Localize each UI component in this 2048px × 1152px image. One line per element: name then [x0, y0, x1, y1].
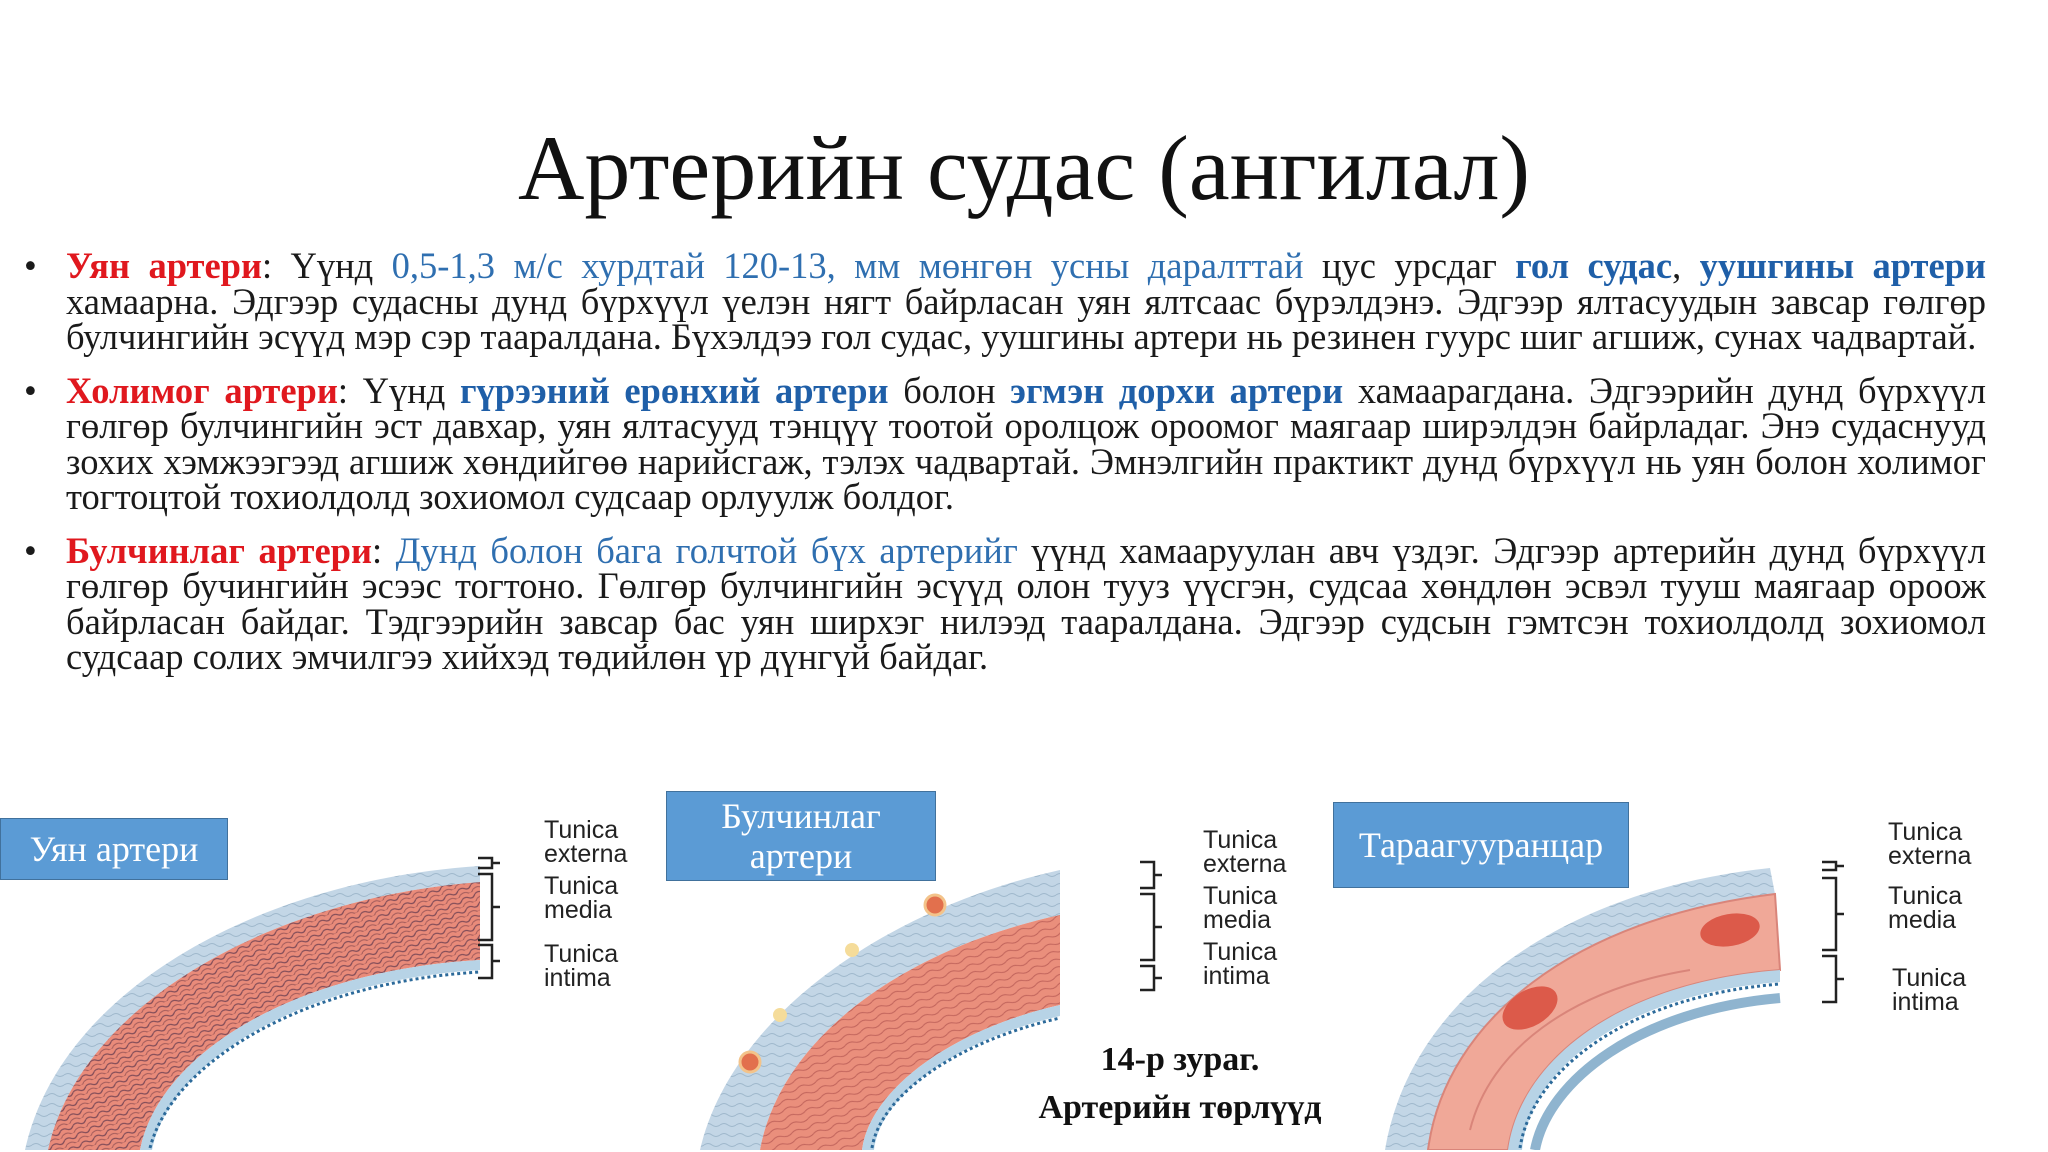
bullet-marker: • — [24, 529, 37, 571]
highlight-aorta: гол судас — [1515, 245, 1673, 286]
label-tunica-intima-1b: intima — [544, 964, 611, 992]
label-tunica-intima-3b: intima — [1892, 988, 1959, 1016]
layer-labels-panel-2 — [1140, 862, 1162, 990]
highlight-carotid: гүрээний ерөнхий артери — [459, 369, 889, 411]
text-fragment: болон — [888, 369, 1011, 411]
text-fragment: хамаарна. Эдгээр судасны дунд бүрхүүл үелэн нягт байрласан уян ялтсаас бүрэлдэнэ. Эдгээр ялтасуудын завсар гөлгөр булчингийн эсүүд мэр сэр тааралдана. Бүхэлдээ гол судас, уушгины артери нь резинен гуурс шиг агшиж, сунах чадвартай. — [66, 280, 1986, 357]
term-muscular-artery: Булчинлаг артери — [66, 529, 373, 571]
body-text — [24, 245, 1987, 693]
label-box-muscular-artery: Булчинлаг артери — [666, 791, 936, 881]
label-tunica-externa-2b: externa — [1203, 850, 1287, 878]
label-tunica-intima-2b: intima — [1203, 962, 1270, 990]
paragraph-mixed-artery — [24, 369, 1987, 517]
label-tunica-media-1a: Tunica — [544, 872, 619, 900]
term-mixed-artery: Холимог артери — [66, 369, 338, 411]
label-tunica-intima-3a: Tunica — [1892, 964, 1967, 992]
label-tunica-externa-1b: externa — [544, 840, 628, 868]
caption-title: Артерийн төрлүүд — [1038, 1089, 1322, 1126]
highlight-subclavian: эгмэн дорхи артери — [1010, 369, 1344, 411]
label-tunica-media-2a: Tunica — [1203, 882, 1278, 910]
text-fragment: : Үүнд — [337, 369, 460, 411]
text-fragment: цус урсдаг — [1303, 245, 1516, 286]
text-fragment: хамаарагдана. Эдгээрийн дунд бүрхүүл гөлгөр булчингийн эст давхар, уян ялтасууд тэнцүү тоотой оролцож ороомог маягаар ширэлдэн байрладаг. Энэ судаснууд зохих хэмжээгээд агшиж хөндийгөө нарийсгаж, тэлэх чадвартай. Эмнэлгийн практикт дунд бүрхүүл нь уян болон холимог тогтоцтой тохиолдолд зохиомол судсаар орлуулж болдог. — [66, 369, 1987, 517]
label-tunica-media-2b: media — [1203, 906, 1272, 934]
bullet-marker: • — [24, 369, 37, 411]
text-fragment: , — [1672, 245, 1700, 286]
layer-labels-panel-3 — [1822, 862, 1844, 1002]
slide-title: Артерийн судас (ангилал) — [517, 117, 1531, 219]
label-tunica-externa-2a: Tunica — [1203, 826, 1278, 854]
paragraph-elastic-artery — [24, 245, 1986, 357]
label-tunica-externa-3b: externa — [1888, 842, 1972, 870]
label-tunica-intima-2a: Tunica — [1203, 938, 1278, 966]
layer-labels-panel-1 — [478, 858, 500, 978]
label-tunica-media-1b: media — [544, 896, 613, 924]
paragraph-muscular-artery — [24, 529, 1986, 677]
term-elastic-artery: Уян артери — [66, 245, 262, 286]
label-tunica-externa-1a: Tunica — [544, 816, 619, 844]
label-box-elastic-artery: Уян артери — [0, 818, 228, 880]
text-fragment: : — [372, 529, 396, 571]
figure-caption — [990, 1036, 1370, 1132]
bullet-marker: • — [24, 245, 37, 286]
highlight-speed-pressure: 0,5-1,3 м/с хурдтай 120-13, мм мөнгөн усны даралттай — [391, 245, 1304, 286]
highlight-pulmonary-artery: уушгины артери — [1699, 245, 1986, 286]
elastic-artery-illustration — [25, 866, 480, 1150]
label-tunica-media-3b: media — [1888, 906, 1957, 934]
arteriole-illustration — [1385, 868, 1780, 1150]
text-fragment: : Үүнд — [261, 245, 392, 286]
caption-number: 14-р зураг. — [1100, 1041, 1260, 1078]
label-box-arteriole: Тараагууранцар — [1333, 802, 1629, 888]
highlight-medium-small: Дунд болон бага голчтой бүх артерийг — [395, 529, 1018, 571]
label-tunica-externa-3a: Tunica — [1888, 818, 1963, 846]
label-tunica-intima-1a: Tunica — [544, 940, 619, 968]
text-fragment: үүнд хамааруулан авч үздэг. Эдгээр артерийн дунд бүрхүүл гөлгөр бучингийн эсээс тогтоно. Гөлгөр булчингийн эсүүд олон тууз үүсгэн, судсаа хөндлөн эсвэл тууш маягаар ороож байрласан байдаг. Тэдгээрийн завсар бас уян ширхэг нилээд тааралдана. Эдгээр судсын гэмтсэн тохиолдолд зохиомол судсаар солих эмчилгээ хийхэд төдийлөн үр дүнгүй байдаг. — [66, 529, 1986, 677]
label-tunica-media-3a: Tunica — [1888, 882, 1963, 910]
